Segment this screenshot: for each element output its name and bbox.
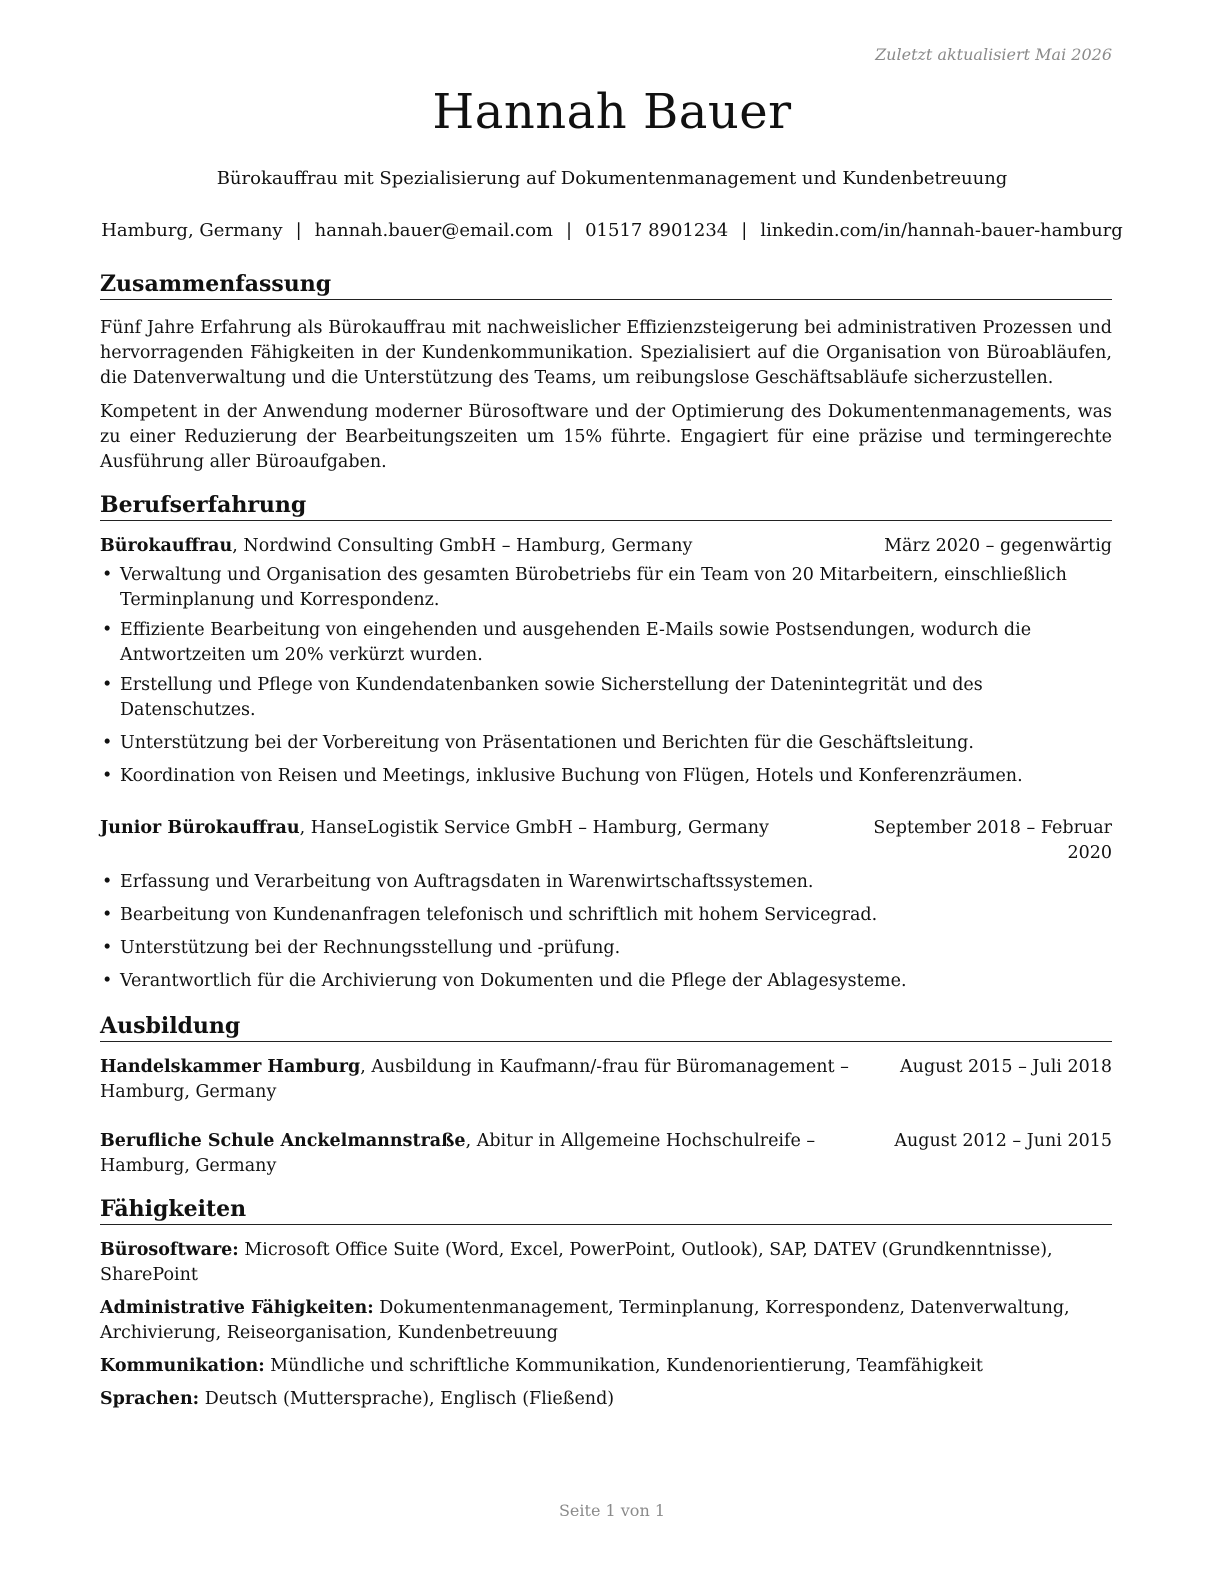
job-entry (100, 534, 1112, 789)
job-title-line (100, 534, 692, 559)
skill-value: Deutsch (Muttersprache), Englisch (Fließend) (199, 1389, 615, 1409)
education-school: Berufliche Schule Anckelmannstraße (100, 1131, 466, 1151)
skills-section (100, 1195, 1112, 1412)
skill-label: Kommunikation: (100, 1356, 265, 1376)
job-header (100, 534, 1112, 559)
contact-email[interactable]: hannah.bauer@email.com (314, 220, 554, 241)
skill-row (100, 1238, 1112, 1288)
skill-value: Dokumentenmanagement, Terminplanung, Korrespondenz, Datenverwaltung, Archivierung, Reiseorganisation, Kundenbetreuung (100, 1298, 1070, 1343)
skills-heading: Fähigkeiten (100, 1195, 1112, 1225)
job-bullets (100, 563, 1112, 789)
list-item: • Erfassung und Verarbeitung von Auftragsdaten in Warenwirtschaftssystemen. (100, 870, 1112, 895)
list-item: • Unterstützung bei der Rechnungsstellung und -prüfung. (100, 936, 1112, 961)
job-entry (100, 816, 1112, 994)
skill-label: Bürosoftware: (100, 1240, 239, 1260)
page-number-footer: Seite 1 von 1 (558, 1501, 666, 1520)
education-detail: , Ausbildung in Kaufmann/-frau für Büromanagement – Hamburg, Germany (100, 1057, 849, 1102)
summary-paragraph: Kompetent in der Anwendung moderner Bürosoftware und der Optimierung des Dokumentenmanagements, was zu einer Reduzierung der Bearbeitungszeiten um 15% führte. Engagiert für eine präzise und termingerechte Ausführung aller Büroaufgaben. (100, 402, 1112, 472)
contact-separator: | (295, 220, 302, 241)
education-dates: August 2015 – Juli 2018 (900, 1057, 1112, 1077)
job-dates: März 2020 – gegenwärtig (884, 536, 1112, 556)
education-detail: , Abitur in Allgemeine Hochschulreife – Hamburg, Germany (100, 1131, 816, 1176)
job-role: Bürokauffrau (100, 536, 233, 556)
list-item: • Unterstützung bei der Vorbereitung von Präsentationen und Berichten für die Geschäftsleitung. (100, 731, 1112, 756)
contact-separator: | (741, 220, 748, 241)
skill-value: Mündliche und schriftliche Kommunikation, Kundenorientierung, Teamfähigkeit (264, 1356, 983, 1376)
skill-label: Sprachen: (100, 1389, 200, 1409)
list-item: • Verantwortlich für die Archivierung von Dokumenten und die Pflege der Ablagesysteme. (100, 969, 1112, 994)
job-bullets (100, 870, 1112, 994)
candidate-name: Hannah Bauer (432, 84, 792, 140)
education-title-line (100, 1129, 885, 1179)
experience-section (100, 491, 1112, 994)
summary-section (100, 270, 1112, 475)
professional-tagline: Bürokauffrau mit Spezialisierung auf Dokumentenmanagement und Kundenbetreuung (216, 168, 1008, 189)
job-role: Junior Bürokauffrau (100, 818, 300, 838)
job-company: , HanseLogistik Service GmbH – Hamburg, Germany (299, 818, 769, 838)
skill-row (100, 1354, 1112, 1379)
summary-paragraph: Fünf Jahre Erfahrung als Bürokauffrau mit nachweislicher Effizienzsteigerung bei administrativen Prozessen und hervorragenden Fähigkeiten in der Kundenkommunikation. Spezialisiert auf die Organisation von Büroabläufen, die Datenverwaltung und die Unterstützung des Teams, um reibungslose Geschäftsabläufe sicherzustellen. (100, 318, 1112, 388)
skill-label: Administrative Fähigkeiten: (100, 1298, 374, 1318)
last-updated-note: Zuletzt aktualisiert Mai 2026 (875, 45, 1112, 64)
list-item: • Erstellung und Pflege von Kundendatenbanken sowie Sicherstellung der Datenintegrität und des Datenschutzes. (100, 673, 1112, 723)
job-header (100, 816, 1112, 866)
list-item: • Koordination von Reisen und Meetings, inklusive Buchung von Flügen, Hotels und Konferenzräumen. (100, 764, 1112, 789)
contact-linkedin[interactable]: linkedin.com/in/hannah-bauer-hamburg (760, 220, 1123, 241)
skill-row (100, 1296, 1112, 1346)
education-title-line (100, 1055, 880, 1105)
experience-heading: Berufserfahrung (100, 491, 1112, 521)
job-title-line (100, 816, 769, 866)
skill-row (100, 1387, 1112, 1412)
job-dates: September 2018 – Februar 2020 (873, 818, 1112, 863)
resume-content (100, 270, 1112, 1412)
summary-heading: Zusammenfassung (100, 270, 1112, 300)
list-item: • Bearbeitung von Kundenanfragen telefonisch und schriftlich mit hohem Servicegrad. (100, 903, 1112, 928)
contact-phone[interactable]: 01517 8901234 (585, 220, 729, 241)
list-item: • Effiziente Bearbeitung von eingehenden und ausgehenden E-Mails sowie Postsendungen, wodurch die Antwortzeiten um 20% verkürzt wurden. (100, 618, 1112, 668)
contact-separator: | (566, 220, 573, 241)
education-dates: August 2012 – Juni 2015 (894, 1131, 1112, 1151)
education-entry (100, 1129, 1112, 1179)
education-section (100, 1012, 1112, 1179)
contact-line (0, 220, 1224, 241)
education-entry (100, 1055, 1112, 1105)
list-item: • Verwaltung und Organisation des gesamten Bürobetriebs für ein Team von 20 Mitarbeitern, einschließlich Terminplanung und Korrespondenz. (100, 563, 1112, 613)
skill-value: Microsoft Office Suite (Word, Excel, PowerPoint, Outlook), SAP, DATEV (Grundkenntnisse), SharePoint (100, 1240, 1053, 1285)
education-school: Handelskammer Hamburg (100, 1057, 361, 1077)
education-heading: Ausbildung (100, 1012, 1112, 1042)
job-company: , Nordwind Consulting GmbH – Hamburg, Germany (232, 536, 693, 556)
contact-location: Hamburg, Germany (101, 220, 283, 241)
